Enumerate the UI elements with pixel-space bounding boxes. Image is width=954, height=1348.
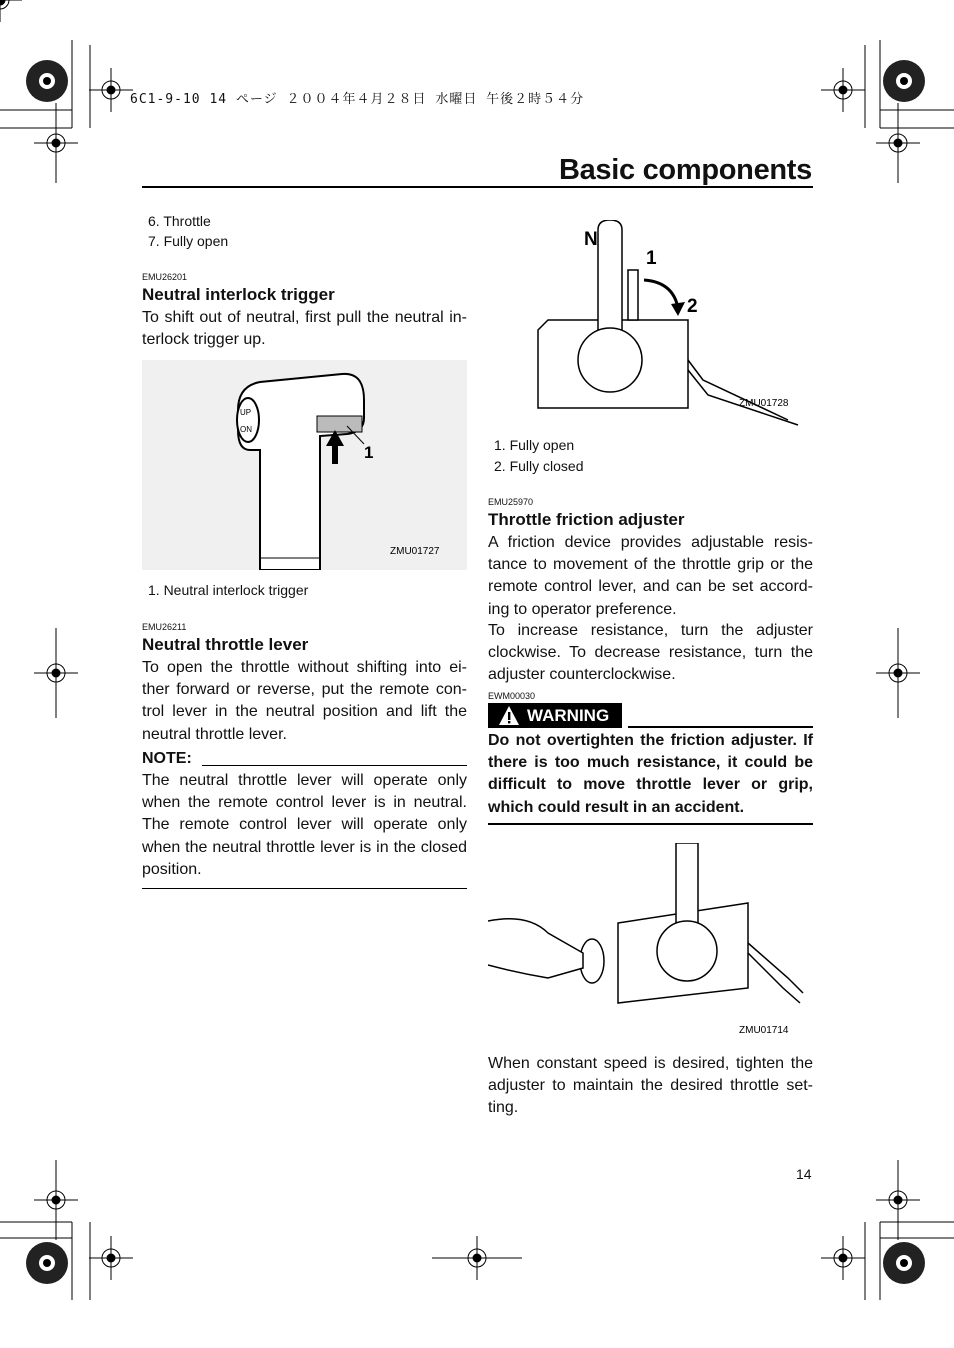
callout-2: 2	[687, 296, 698, 317]
warning-rule	[628, 726, 813, 728]
figure-interlock-trigger	[142, 360, 467, 570]
figure-list	[494, 435, 583, 476]
n-label: N	[584, 229, 598, 250]
page-title: Basic components	[558, 154, 812, 186]
note-label: NOTE:	[142, 750, 192, 767]
section-heading: Throttle friction adjuster	[488, 510, 685, 529]
remote-control-illustration	[488, 220, 813, 430]
list-item: 6. Throttle	[148, 213, 211, 229]
list-item: 1. Fully open	[494, 437, 575, 453]
figure-code: ZMU01714	[739, 1025, 789, 1036]
section-body: To shift out of neutral, first pull the neutral in- terlock trigger up.	[142, 309, 467, 349]
section-body: To open the throttle without shifting into ei- ther forward or reverse, put the remote con- trol lever in the neutral position and lift the neutral throttle lever.	[142, 659, 467, 743]
section-code: EMU25970	[488, 497, 534, 507]
figure-friction-adjuster	[488, 843, 813, 1038]
top-list	[148, 211, 228, 251]
on-label: ON	[240, 425, 252, 434]
warning-triangle-icon	[498, 705, 520, 726]
title-rule	[142, 186, 813, 188]
section-code: EMU26201	[142, 272, 188, 282]
section-code: EMU26211	[142, 622, 187, 632]
figure-code: ZMU01727	[390, 546, 440, 557]
figure-remote-control	[488, 220, 813, 430]
callout-1: 1	[646, 248, 657, 269]
warning-end-rule	[488, 823, 813, 825]
note-rule	[202, 765, 467, 766]
note-body: The neutral throttle lever will operate only when the remote control lever is in neutral. The remote control lever will operate only when the neutral throttle lever is in the closed position.	[142, 772, 467, 878]
list-item: 2. Fully closed	[494, 458, 584, 474]
note-end-rule	[142, 888, 467, 889]
warning-label: WARNING	[527, 706, 610, 725]
callout-1: 1	[364, 443, 374, 462]
section-heading: Neutral interlock trigger	[142, 285, 335, 304]
warning-badge	[488, 703, 622, 728]
figure-code: ZMU01728	[739, 398, 789, 409]
print-header: 6C1-9-10 14 ページ ２００４年４月２８日 水曜日 午後２時５４分	[130, 92, 585, 107]
closing-text: When constant speed is desired, tighten the adjuster to maintain the desired throttle set- ting.	[488, 1055, 813, 1117]
page-number: 14	[796, 1166, 812, 1182]
section-body: A friction device provides adjustable resis- tance to movement of the throttle grip or the remote control lever, and can be set accord- ing to operator preference.	[488, 534, 813, 618]
section-heading: Neutral throttle lever	[142, 635, 309, 654]
section-body: To increase resistance, turn the adjuster clockwise. To decrease resistance, turn the adjuster counterclockwise.	[488, 622, 813, 684]
warning-body: Do not overtighten the friction adjuster. If there is too much resistance, it could be difficult to move throttle lever or grip, which could result in an accident.	[488, 732, 813, 816]
warning-code: EWM00030	[488, 691, 536, 701]
list-item: 7. Fully open	[148, 233, 229, 249]
interlock-trigger-illustration	[142, 360, 467, 570]
friction-adjuster-illustration	[488, 843, 813, 1038]
up-label: UP	[240, 408, 252, 417]
figure-caption: 1. Neutral interlock trigger	[148, 582, 309, 598]
